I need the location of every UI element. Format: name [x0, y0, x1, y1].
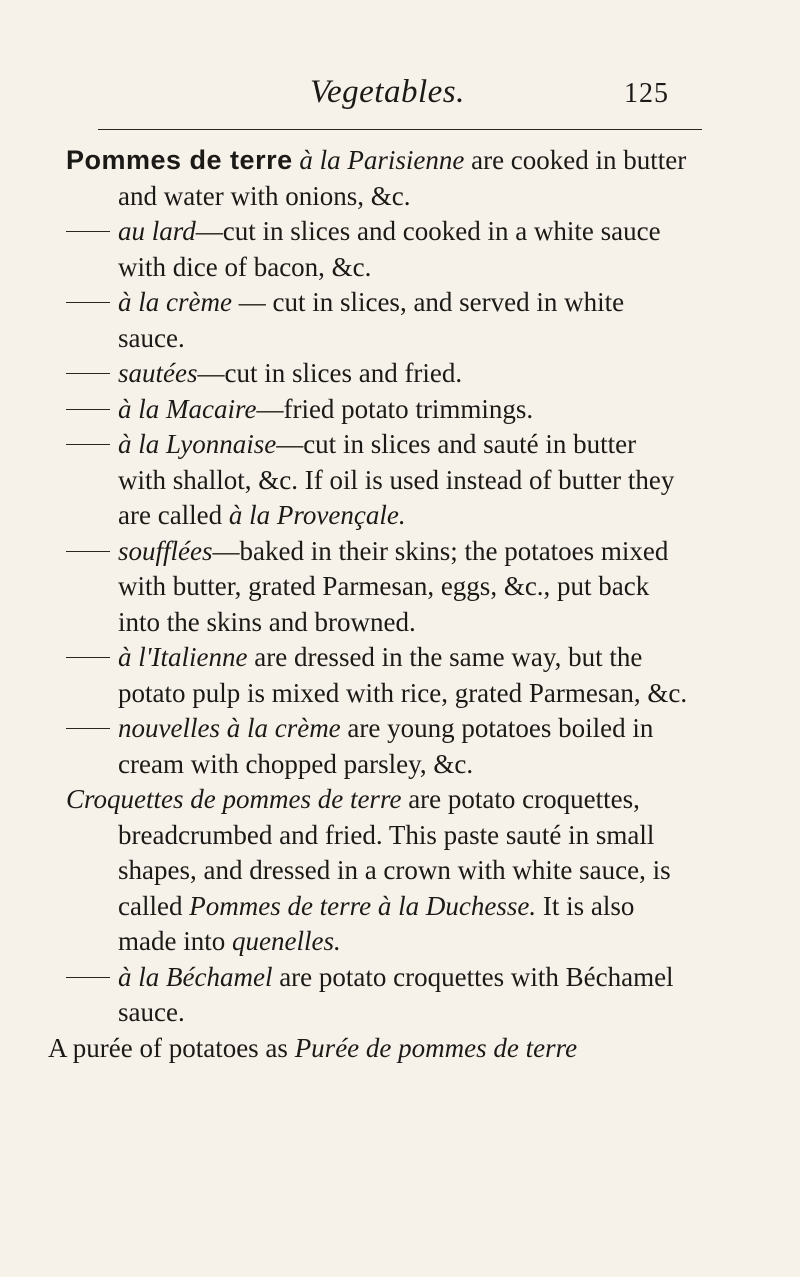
ditto-dash — [66, 657, 110, 658]
entry-au-lard — [0, 214, 800, 285]
entry-soufflees — [0, 534, 800, 641]
entry-italic: à la Macaire — [118, 393, 257, 424]
entry-puree — [0, 1031, 800, 1067]
ditto-dash — [66, 373, 110, 374]
entry-text: are dressed in the same way, but the potato pulp is mixed with rice, grated Parmesan, &c. — [118, 642, 688, 708]
entry-heading: Pommes de terre — [66, 145, 293, 175]
entry-italic: sautées — [118, 358, 198, 388]
ditto-dash — [66, 409, 110, 410]
entry-text: — cut in slices, and served in white sauce. — [118, 287, 625, 353]
entry-italic: à l'Italienne — [118, 642, 248, 672]
entry-a-l-italienne — [0, 640, 800, 711]
ditto-dash — [66, 728, 110, 729]
ditto-dash — [66, 231, 110, 232]
entry-text: are young potatoes boiled in cream with chopped parsley, &c. — [118, 713, 654, 779]
entry-italic: à la Lyonnaise — [118, 429, 277, 459]
entry-text: It is also made into — [118, 890, 635, 956]
entry-italic: nouvelles à la crème — [118, 713, 341, 743]
page-number: 125 — [624, 78, 669, 109]
entry-text: are potato croquettes with Béchamel sauce. — [118, 961, 674, 1027]
entry-a-la-creme — [0, 285, 800, 356]
header-rule — [98, 129, 702, 130]
running-head — [0, 72, 800, 116]
entry-text: A purée of potatoes as — [48, 1032, 295, 1063]
entry-italic: quenelles. — [231, 926, 341, 956]
entry-italic: à la crème — [118, 287, 232, 317]
entry-italic: Pommes de terre à la Duchesse. — [189, 890, 537, 921]
running-head-title: Vegetables. — [310, 74, 465, 110]
entry-a-la-bechamel — [0, 960, 800, 1031]
entry-italic: au lard — [118, 216, 196, 246]
entry-heading-italic: Croquettes de pommes de terre — [66, 784, 402, 814]
entry-croquettes — [0, 782, 800, 960]
entry-sautees — [0, 356, 800, 392]
ditto-dash — [66, 977, 110, 978]
ditto-dash — [66, 444, 110, 445]
entry-italic: à la Parisienne — [299, 145, 465, 175]
entry-italic: à la Provençale. — [228, 500, 406, 530]
entry-a-la-macaire — [0, 392, 800, 428]
entry-italic: à la Béchamel — [118, 961, 273, 992]
entry-italic: soufflées — [118, 535, 213, 566]
entry-text: are cooked in butter and water with onions, &c. — [118, 145, 687, 211]
text-body — [0, 143, 800, 1066]
ditto-dash — [66, 302, 110, 303]
entry-text: —fried potato trimmings. — [256, 393, 534, 424]
entry-italic: Purée de pommes de terre — [294, 1032, 578, 1063]
entry-text: are potato croquettes, breadcrumbed and fried. This paste sauté in small shapes, and dressed in a crown with white sauce, is called — [118, 784, 671, 921]
ditto-dash — [66, 551, 110, 552]
entry-text: —cut in slices and fried. — [197, 358, 463, 388]
entry-nouvelles-a-la-creme — [0, 711, 800, 782]
entry-pommes-de-terre-parisienne — [0, 143, 800, 214]
entry-text: —baked in their skins; the potatoes mixed with butter, grated Parmesan, eggs, &c., put back into the skins and browned. — [118, 535, 669, 637]
entry-a-la-lyonnaise — [0, 427, 800, 534]
entry-text: —cut in slices and cooked in a white sauce with dice of bacon, &c. — [118, 216, 661, 282]
entry-text: —cut in slices and sauté in butter with shallot, &c. If oil is used instead of butter they are called — [118, 429, 675, 530]
